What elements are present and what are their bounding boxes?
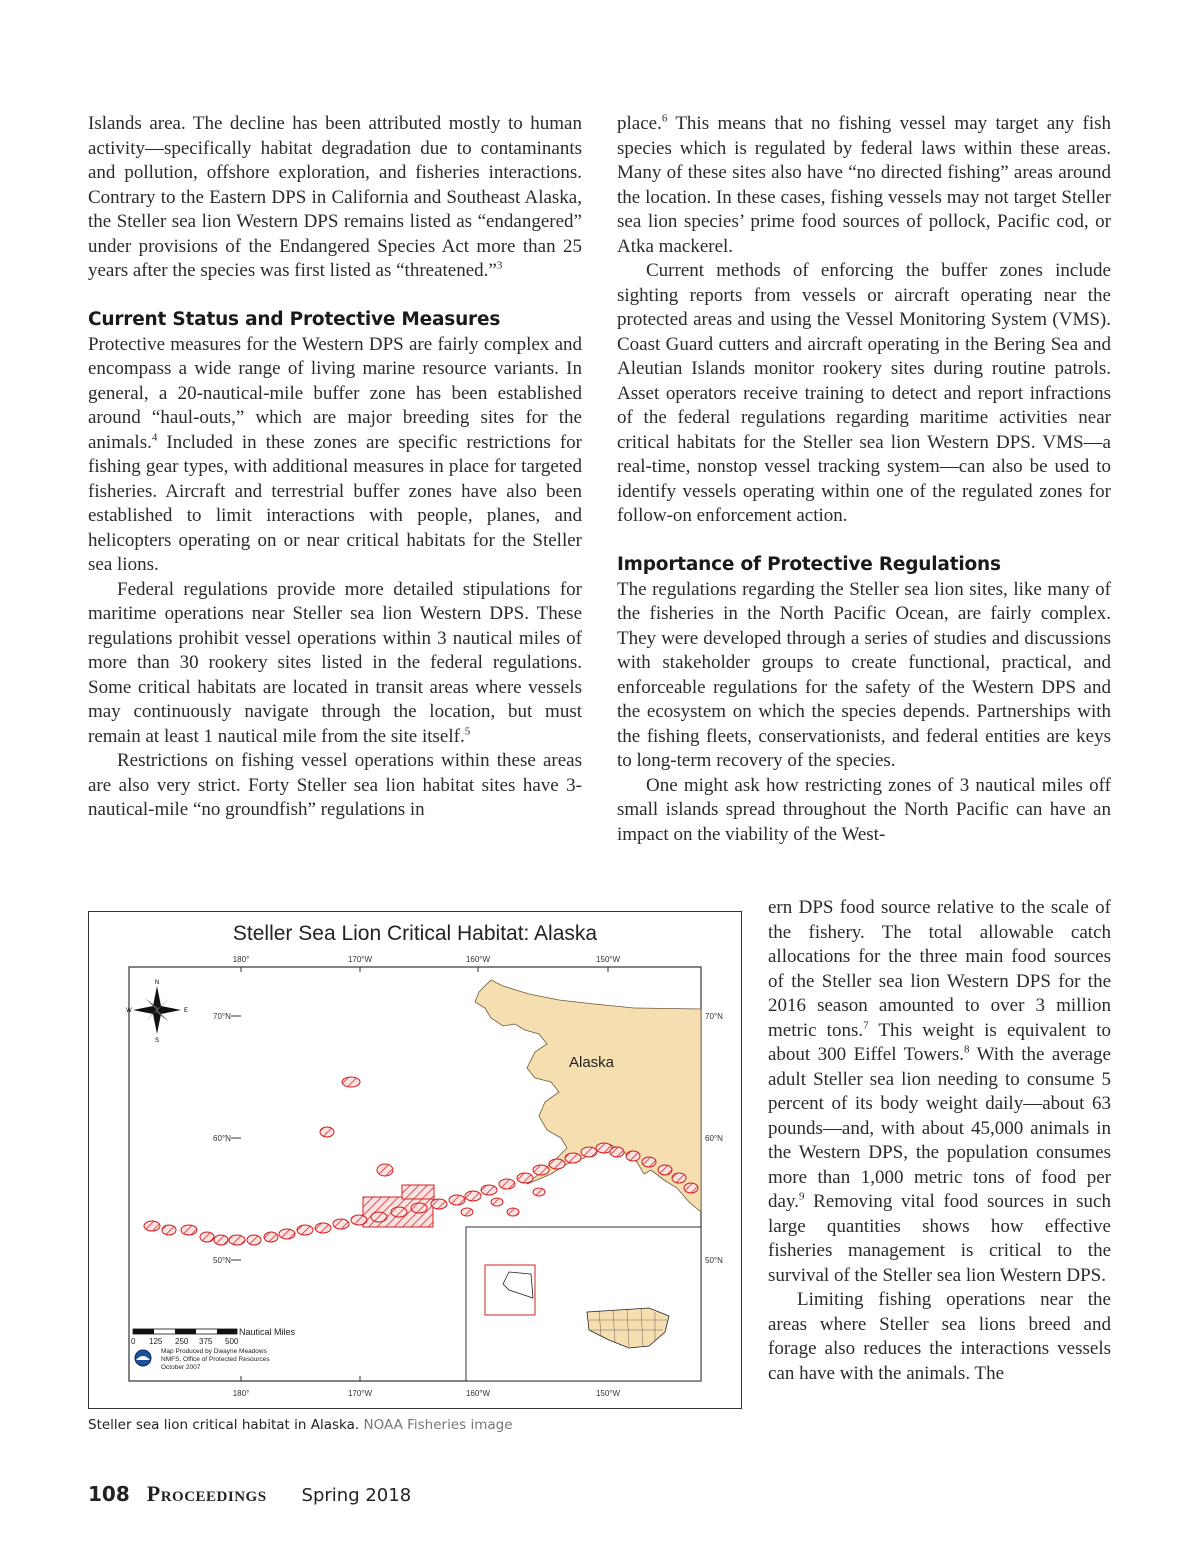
lat-label-50n-left: 50°N [213,1256,231,1265]
footnote-ref-4: 4 [151,431,158,444]
figure-caption [88,1417,513,1433]
lat-label-50n-right: 50°N [705,1256,723,1265]
map-credit-line-2: NMFS, Office of Protected Resources [161,1356,270,1363]
issue-label: Spring 2018 [301,1485,412,1506]
footnote-ref-3: 3 [496,259,503,272]
right-paragraph-4-narrow: ern DPS food source relative to the scale of the fishery. The total allowable catch allocations for the three main food sources of the Steller sea lion Western DPS for the 2016 season amounted to over 3 million metric tons.$^7$ This weight is equivalent to about 300 Eiffel Towers.$^8$ With the average adult Steller sea lion needing to consume 5 percent of its body weight daily—about 63 pounds—and, with about 45,000 animals in the Western DPS, the population consumes more than 1,000 metric tons of food per day.$^9$ Removing vital food sources in such large quantities shows how effective fisheries management is critical to the survival of the Steller sea lion Western DPS. [768,897,1111,1286]
section-heading-current-status: Current Status and Protective Measures [88,309,501,330]
lat-label-60n-right: 60°N [705,1134,723,1143]
right-column-narrow [768,896,1111,1386]
lon-label-150w-top: 150°W [595,955,621,964]
right-paragraph-1: place.$^6$ This means that no fishing vessel may target any fish species which is regulated by federal laws within these areas. Many of these sites also have “no directed fishing” areas around the location. In these cases, fishing vessels may not target Steller sea lion species’ prime food sources of pollock, Pacific cod, or Atka mackerel. [617,112,1111,257]
left-column [88,112,582,823]
right-column [617,112,1111,847]
lon-label-160w-top: 160°W [465,955,491,964]
page-footer [88,1481,411,1507]
lon-label-160w-bottom: 160°W [465,1389,491,1398]
left-paragraph-3: Federal regulations provide more detailed stipulations for maritime operations near Steller sea lion Western DPS. These regulations prohibit vessel operations within 3 nautical miles of more than 30 rookery sites listed in the federal regulations. Some critical habitats are located in transit areas where vessels may continuously navigate through the location, but must remain at least 1 nautical mile from the site itself.$^5$ [88,578,582,747]
scale-title: Nautical Miles [239,1327,296,1337]
right-paragraph-5: Limiting fishing operations near the areas where Steller sea lions breed and forage also reduces the interactions vessels can have with the animals. The [768,1289,1111,1384]
left-paragraph-4: Restrictions on fishing vessel operations within these areas are also very strict. Forty Steller sea lion habitat sites have 3-nautical-mile “no groundfish” regulations in [88,750,582,820]
right-paragraph-4-wide: One might ask how restricting zones of 3 nautical miles off small islands spread throughout the North Pacific can have an impact on the viability of the West- [617,774,1111,845]
lat-label-70n-right: 70°N [705,1012,723,1021]
svg-text:125: 125 [149,1337,163,1346]
left-paragraph-1: Islands area. The decline has been attributed mostly to human activity—specifically habitat degradation due to contaminants and pollution, offshore exploration, and fisheries interactions. Contrary to the Eastern DPS in California and Southeast Alaska, the Steller sea lion Western DPS remains listed as “endangered” under provisions of the Endangered Species Act more than 25 years after the species was first listed as “threatened.”$^3$ [88,113,582,281]
svg-text:S: S [154,1038,160,1044]
footnote-ref-6: 6 [661,112,668,125]
svg-text:500: 500 [225,1337,239,1346]
left-paragraph-2: Protective measures for the Western DPS are fairly complex and encompass a wide range of living marine resource variants. In general, a 20-nautical-mile buffer zone has been established around “haul-outs,” which are major breeding sites for the animals.$^4$ Included in these zones are specific restrictions for fishing gear types, with additional measures in place for targeted fisheries. Aircraft and terrestrial buffer zones have also been established to limit interactions with people, planes, and helicopters operating on or near critical habitats for the Steller sea lions. [88,333,582,575]
region-label-alaska: Alaska [569,1054,615,1071]
right-paragraph-3: The regulations regarding the Steller sea lion sites, like many of the fisheries in the North Pacific Ocean, are fairly complex. They were developed through a series of studies and discussions with stakeholder groups to create functional, practical, and enforceable regulations for the safety of the Western DPS and the ecosystem on which the species depends. Partnerships with the fishing fleets, conservationists, and federal entities are keys to long-term recovery of the species. [617,578,1111,771]
footnote-ref-5: 5 [464,725,471,738]
page-number: 108 [88,1482,130,1506]
lon-label-180-bottom: 180° [232,1389,250,1398]
footnote-ref-8: 8 [964,1043,970,1056]
lat-label-70n-left: 70°N [213,1012,231,1021]
caption-credit: NOAA Fisheries image [363,1417,513,1433]
publication-name: Proceedings [146,1481,267,1506]
svg-text:375: 375 [199,1337,213,1346]
svg-text:W: W [126,1008,132,1014]
footnote-ref-7: 7 [863,1019,869,1032]
svg-text:E: E [184,1008,189,1014]
svg-text:250: 250 [175,1337,189,1346]
map-credit-line-1: Map Produced by Dwayne Meadows [161,1348,267,1355]
lon-label-170w-top: 170°W [347,955,373,964]
svg-text:0: 0 [131,1337,136,1346]
caption-text: Steller sea lion critical habitat in Alaska. [88,1417,360,1433]
lon-label-180-top: 180° [232,955,250,964]
svg-text:N: N [154,980,160,986]
right-paragraph-2: Current methods of enforcing the buffer zones include sighting reports from vessels or aircraft operating near the protected areas and using the Vessel Monitoring System (VMS). Coast Guard cutters and aircraft operating in the Bering Sea and Aleutian Islands monitor rookery sites during routine patrols. Asset operators receive training to detect and report infractions of the federal regulations regarding maritime activities near critical habitats for the Steller sea lion Western DPS. VMS—a real-time, nonstop vessel tracking system—can also be used to identify vessels operating within one of the regulated zones for follow-on enforcement action. [617,260,1111,526]
habitat-map [89,912,740,1407]
lat-label-60n-left: 60°N [213,1134,231,1143]
habitat-map-figure [88,911,742,1409]
footnote-ref-9: 9 [798,1190,805,1203]
map-title: Steller Sea Lion Critical Habitat: Alaska [232,922,598,945]
inset-locator-map [466,1227,701,1381]
lon-label-150w-bottom: 150°W [595,1389,621,1398]
lon-label-170w-bottom: 170°W [347,1389,373,1398]
section-heading-importance: Importance of Protective Regulations [617,554,1001,575]
map-credit-line-3: October 2007 [161,1364,201,1371]
